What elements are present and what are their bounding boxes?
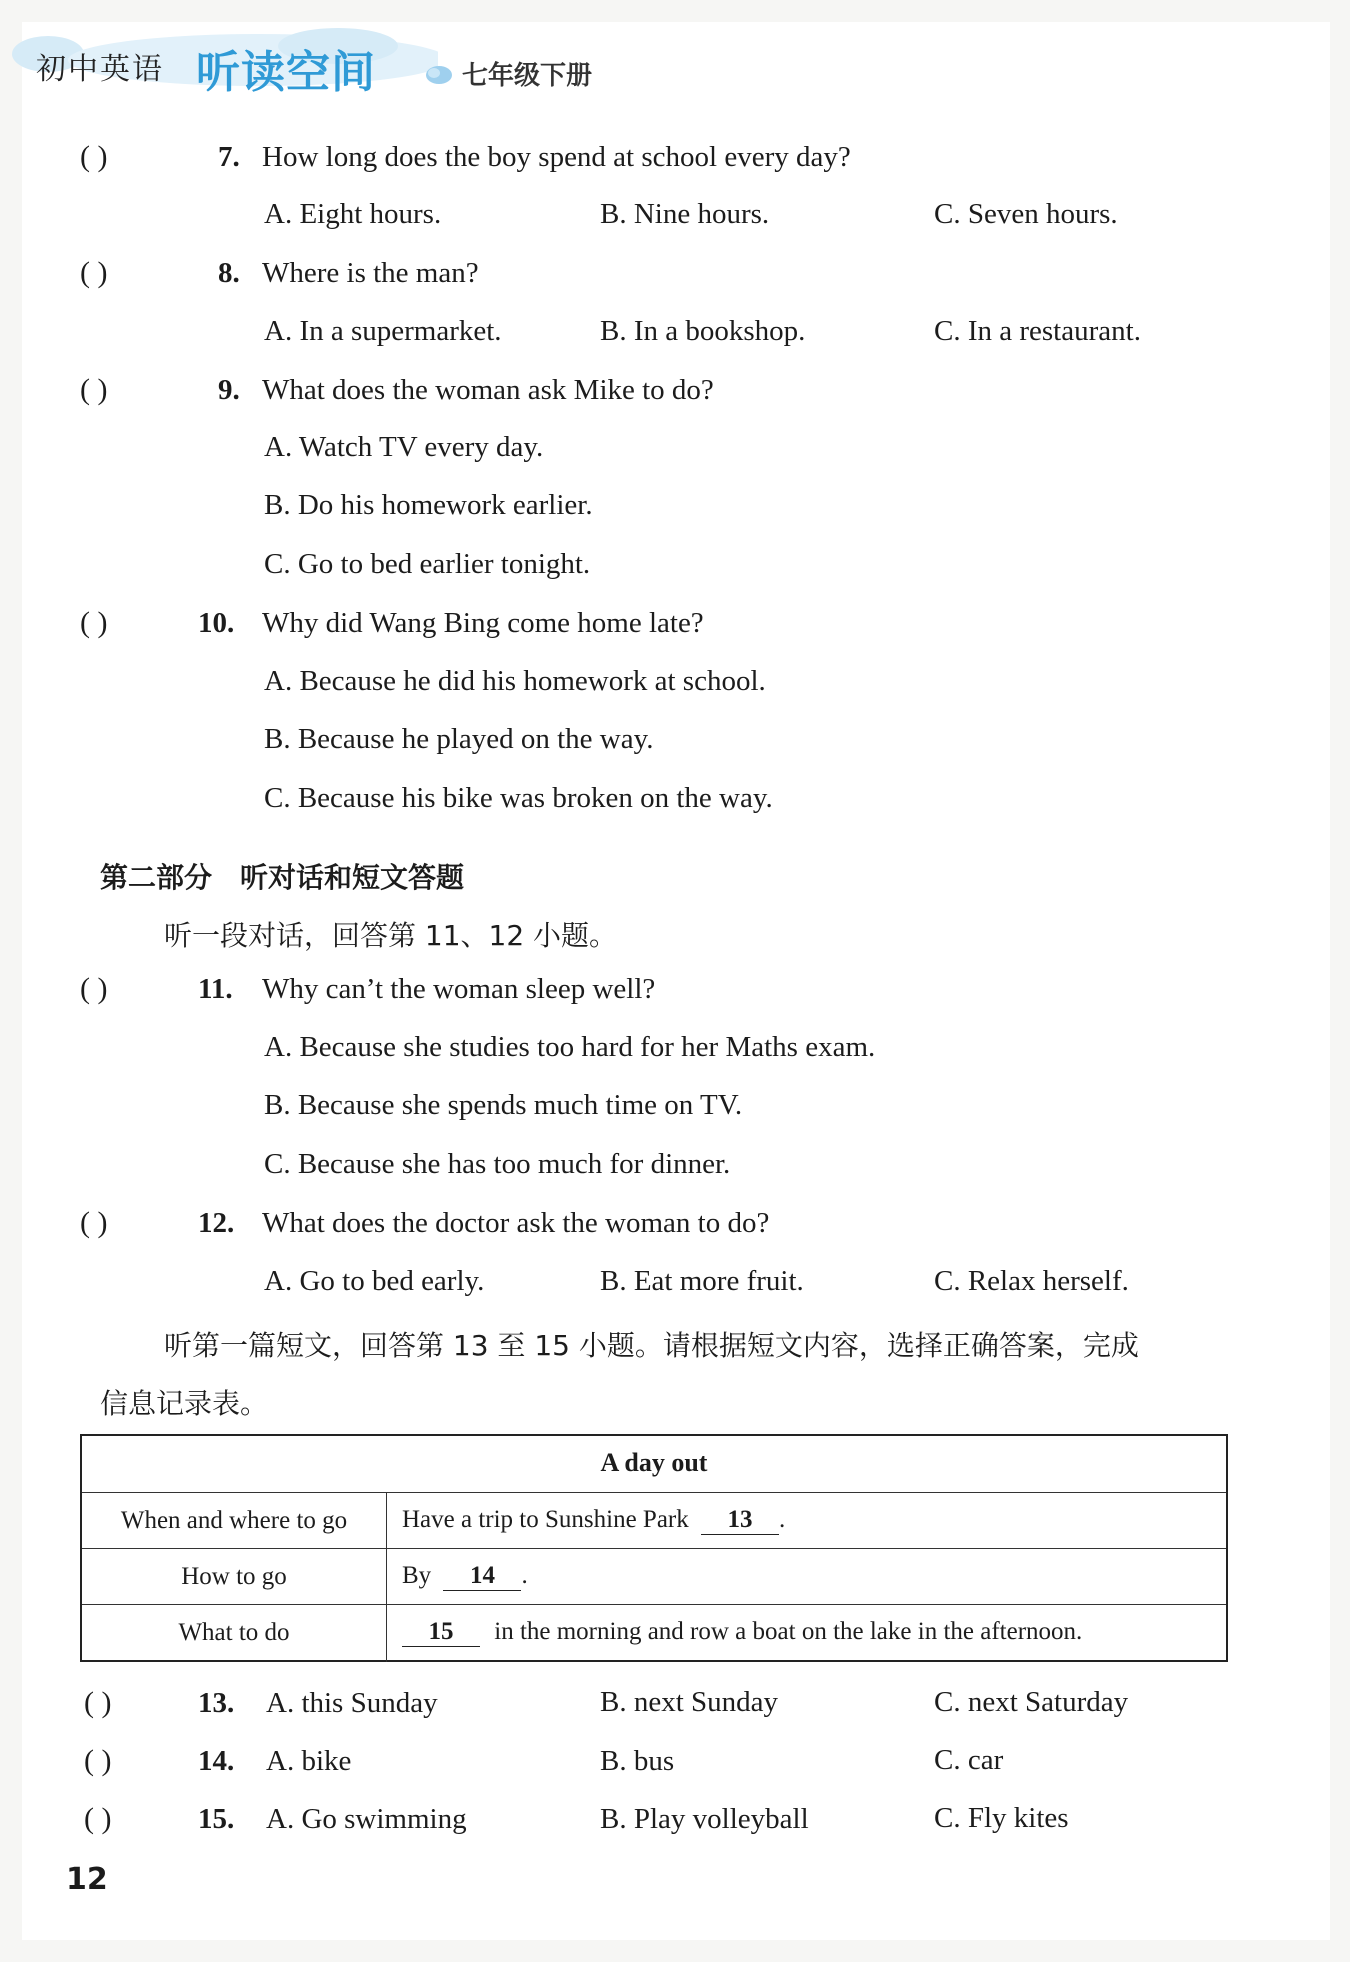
option-a: A. Go to bed early. (264, 1265, 485, 1297)
answer-blank-14[interactable]: 14 (443, 1562, 521, 1591)
question-number: 9. (218, 374, 240, 406)
instruction-text: 听一段对话，回答第 11、12 小题。 (164, 919, 618, 952)
answer-blank[interactable]: ( ) (84, 1744, 112, 1777)
table-column-divider (386, 1492, 387, 1662)
grade-title: 七年级下册 (462, 61, 593, 91)
answer-blank[interactable]: ( ) (80, 972, 108, 1005)
question-text: Why can’t the woman sleep well? (262, 973, 656, 1005)
question-number: 13. (198, 1687, 235, 1719)
table-row-content (402, 1506, 785, 1535)
option-a: A. Because she studies too hard for her Maths exam. (264, 1031, 876, 1063)
table-row-label: When and where to go (120, 1507, 348, 1534)
instruction-text: 听第一篇短文，回答第 13 至 15 小题。请根据短文内容，选择正确答案，完成 (164, 1329, 1139, 1362)
option-c: C. Relax herself. (934, 1265, 1129, 1297)
table-title: A day out (600, 1448, 708, 1477)
option-b: B. Eat more fruit. (600, 1265, 804, 1297)
brand-title: 听读空间 (196, 47, 376, 98)
option-c: C. Seven hours. (934, 198, 1118, 230)
question-number: 15. (198, 1803, 235, 1835)
table-row-content (402, 1562, 528, 1591)
option-a: A. Watch TV every day. (264, 431, 544, 463)
table-text: Have a trip to Sunshine Park (402, 1506, 689, 1533)
table-row-label: How to go (181, 1563, 287, 1590)
option-b: B. bus (600, 1745, 675, 1777)
option-b: B. Do his homework earlier. (264, 489, 593, 521)
table-divider (82, 1492, 1226, 1493)
option-a: A. bike (266, 1745, 352, 1777)
option-c: C. Fly kites (934, 1802, 1069, 1834)
series-title: 初中英语 (36, 52, 164, 87)
option-a: A. this Sunday (266, 1687, 438, 1719)
option-b: B. next Sunday (600, 1686, 779, 1718)
table-row-label: What to do (178, 1619, 290, 1646)
info-table (80, 1434, 1228, 1662)
option-a: A. Go swimming (266, 1803, 467, 1835)
option-a: A. Because he did his homework at school. (264, 665, 766, 697)
question-number: 12. (198, 1207, 235, 1239)
table-text: By (402, 1562, 432, 1589)
instruction-text: 信息记录表。 (100, 1387, 269, 1420)
answer-blank[interactable]: ( ) (80, 256, 108, 289)
question-text: What does the doctor ask the woman to do? (262, 1207, 770, 1239)
question-number: 7. (218, 141, 240, 173)
answer-blank[interactable]: ( ) (84, 1686, 112, 1719)
option-c: C. Because she has too much for dinner. (264, 1148, 731, 1180)
question-number: 11. (198, 973, 233, 1005)
table-row-content (402, 1618, 1082, 1647)
answer-blank[interactable]: ( ) (80, 606, 108, 639)
answer-blank[interactable]: ( ) (84, 1802, 112, 1835)
table-text: . (779, 1506, 786, 1533)
question-text: What does the woman ask Mike to do? (262, 374, 714, 406)
question-number: 14. (198, 1745, 235, 1777)
page-number: 12 (66, 1862, 108, 1897)
option-a: A. Eight hours. (264, 198, 442, 230)
answer-blank[interactable]: ( ) (80, 140, 108, 173)
option-a: A. In a supermarket. (264, 315, 502, 347)
question-text: Why did Wang Bing come home late? (262, 607, 704, 639)
option-c: C. next Saturday (934, 1686, 1129, 1718)
question-text: How long does the boy spend at school every day? (262, 141, 851, 173)
cloud-bullet-icon (424, 60, 454, 90)
option-b: B. Play volleyball (600, 1803, 809, 1835)
option-b: B. Because she spends much time on TV. (264, 1089, 743, 1121)
option-c: C. Go to bed earlier tonight. (264, 548, 591, 580)
answer-blank-15[interactable]: 15 (402, 1618, 480, 1647)
answer-blank[interactable]: ( ) (80, 373, 108, 406)
answer-blank[interactable]: ( ) (80, 1206, 108, 1239)
option-c: C. Because his bike was broken on the way. (264, 782, 773, 814)
table-divider (82, 1548, 1226, 1549)
section-title: 第二部分 听对话和短文答题 (100, 861, 465, 894)
table-text: in the morning and row a boat on the lake in the afternoon. (494, 1618, 1083, 1645)
option-c: C. In a restaurant. (934, 315, 1141, 347)
option-b: B. In a bookshop. (600, 315, 806, 347)
question-number: 10. (198, 607, 235, 639)
question-text: Where is the man? (262, 257, 479, 289)
question-number: 8. (218, 257, 240, 289)
option-b: B. Nine hours. (600, 198, 770, 230)
option-b: B. Because he played on the way. (264, 723, 654, 755)
option-c: C. car (934, 1744, 1004, 1776)
table-text: . (521, 1562, 528, 1589)
table-divider (82, 1604, 1226, 1605)
answer-blank-13[interactable]: 13 (701, 1506, 779, 1535)
